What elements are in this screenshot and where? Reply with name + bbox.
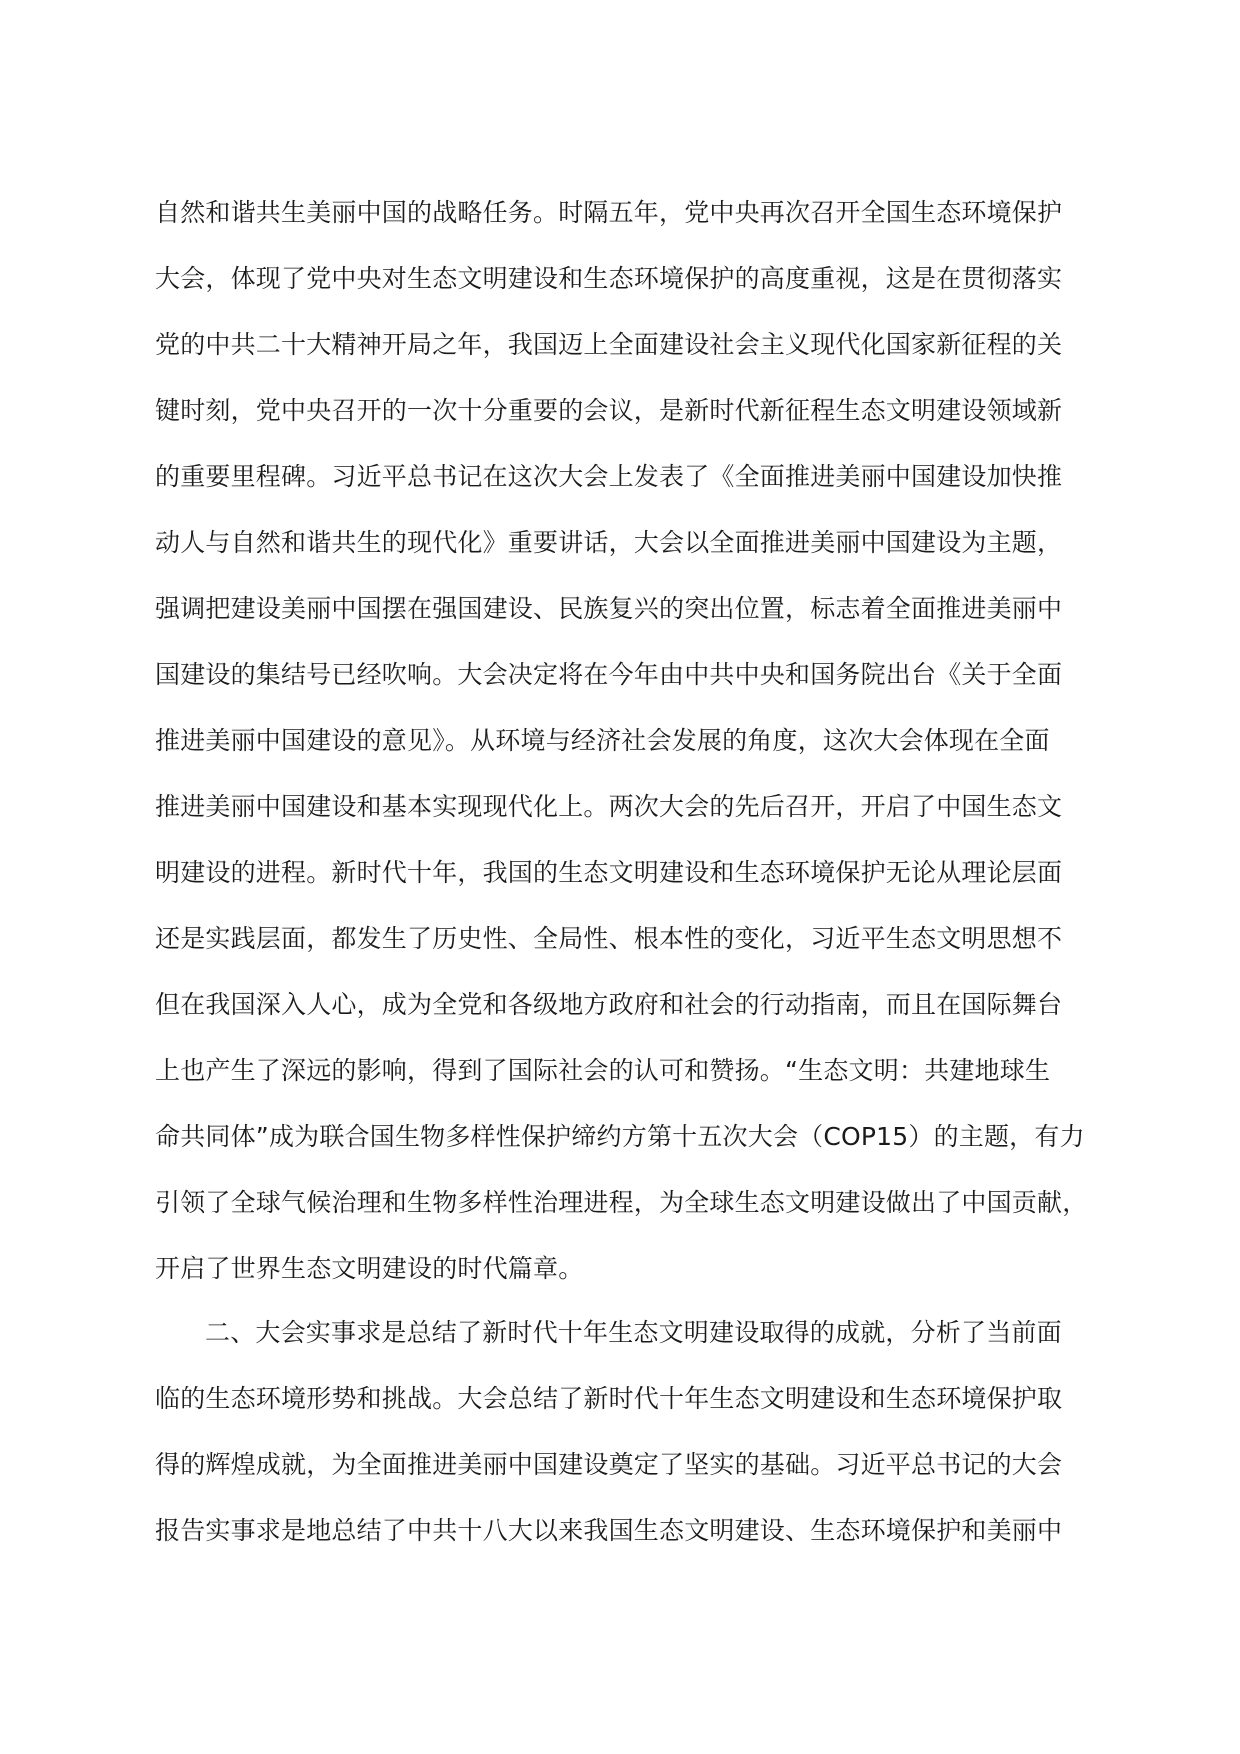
paragraph-section-two — [155, 1300, 1085, 1564]
paragraph-continuation — [155, 180, 1088, 1302]
text-line: 但在我国深入人心，成为全党和各级地方政府和社会的行动指南，而且在国际舞台 — [155, 990, 1063, 1019]
section-heading-line: 二、大会实事求是总结了新时代十年生态文明建设取得的成就，分析了当前面 — [205, 1318, 1062, 1347]
text-line: 键时刻，党中央召开的一次十分重要的会议，是新时代新征程生态文明建设领域新 — [155, 396, 1063, 425]
text-line: 临的生态环境形势和挑战。大会总结了新时代十年生态文明建设和生态环境保护取 — [155, 1384, 1063, 1413]
text-line: 动人与自然和谐共生的现代化》重要讲话，大会以全面推进美丽中国建设为主题， — [155, 528, 1063, 557]
text-line: 自然和谐共生美丽中国的战略任务。时隔五年，党中央再次召开全国生态环境保护 — [155, 198, 1063, 227]
text-line: 还是实践层面，都发生了历史性、全局性、根本性的变化，习近平生态文明思想不 — [155, 924, 1063, 953]
text-line: 上也产生了深远的影响，得到了国际社会的认可和赞扬。“生态文明：共建地球生 — [155, 1056, 1051, 1085]
text-line: 的重要里程碑。习近平总书记在这次大会上发表了《全面推进美丽中国建设加快推 — [155, 462, 1063, 491]
text-line: 命共同体”成为联合国生物多样性保护缔约方第十五次大会（COP15）的主题，有力 — [155, 1122, 1085, 1151]
text-line: 推进美丽中国建设和基本实现现代化上。两次大会的先后召开，开启了中国生态文 — [155, 792, 1063, 821]
text-line: 大会，体现了党中央对生态文明建设和生态环境保护的高度重视，这是在贯彻落实 — [155, 264, 1063, 293]
text-line: 国建设的集结号已经吹响。大会决定将在今年由中共中央和国务院出台《关于全面 — [155, 660, 1063, 689]
text-line: 党的中共二十大精神开局之年，我国迈上全面建设社会主义现代化国家新征程的关 — [155, 330, 1063, 359]
text-line: 得的辉煌成就，为全面推进美丽中国建设奠定了坚实的基础。习近平总书记的大会 — [155, 1450, 1063, 1479]
text-line: 强调把建设美丽中国摆在强国建设、民族复兴的突出位置，标志着全面推进美丽中 — [155, 594, 1063, 623]
text-line: 明建设的进程。新时代十年，我国的生态文明建设和生态环境保护无论从理论层面 — [155, 858, 1063, 887]
text-line: 引领了全球气候治理和生物多样性治理进程，为全球生态文明建设做出了中国贡献， — [155, 1188, 1088, 1217]
text-line: 报告实事求是地总结了中共十八大以来我国生态文明建设、生态环境保护和美丽中 — [155, 1516, 1063, 1545]
text-line: 开启了世界生态文明建设的时代篇章。 — [155, 1254, 584, 1283]
text-line: 推进美丽中国建设的意见》。从环境与经济社会发展的角度，这次大会体现在全面 — [155, 726, 1050, 755]
